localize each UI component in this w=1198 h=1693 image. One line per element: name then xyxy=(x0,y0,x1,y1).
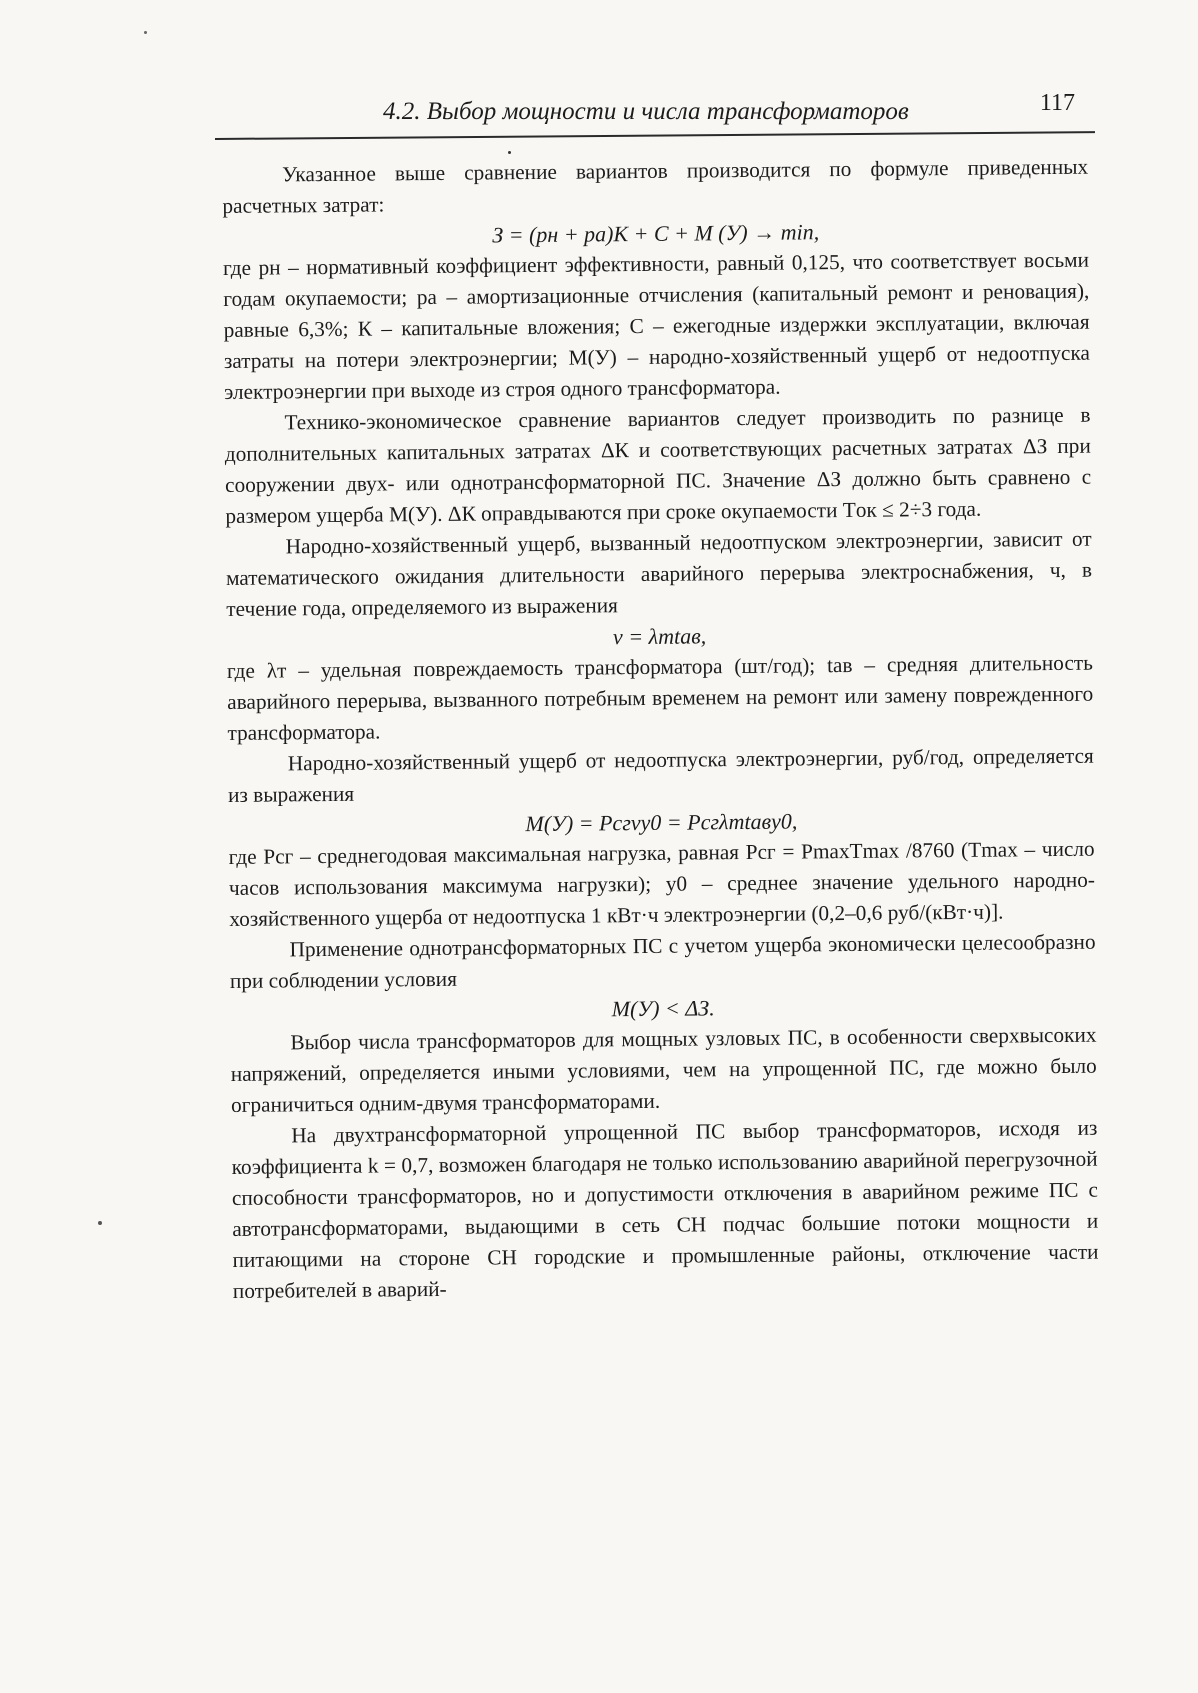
scan-speck xyxy=(508,151,511,154)
running-header xyxy=(215,82,1095,142)
formula-condition: М(У) < ΔЗ. xyxy=(611,995,715,1022)
page-number: 117 xyxy=(1039,90,1075,116)
header-rule xyxy=(215,131,1095,140)
formula-total-costs: З = (pн + pа)К + С + М (У) → min, xyxy=(492,219,820,248)
scan-speck xyxy=(98,1221,102,1225)
paragraph-5: где λт – удельная повреждаемость трансформатора (шт/год); tав – средняя длительность аварийного перерыва, вызванного потребным временем на ремонт или замену поврежденного трансформатора. xyxy=(226,650,1094,745)
paragraph-6: Народно-хозяйственный ущерб от недоотпуска электроэнергии, руб/год, определяется из выражения xyxy=(227,743,1094,807)
paragraph-2: где pн – нормативный коэффициент эффективности, равный 0,125, что соответствует восьми годам окупаемости; pа – амортизационные отчисления (капитальный ремонт и реновация), равные 6,3%; К – капитальные вложения; С – ежегодные издержки эксплуатации, включая затраты на потери электроэнергии; М(У) – народно-хозяйственный ущерб от недоотпуска электроэнергии при выходе из строя одного трансформатора. xyxy=(222,247,1091,404)
paragraph-3: Технико-экономическое сравнение вариантов следует производить по разнице в дополнительных капитальных затратах ΔК и соответствующих расчетных затратах ΔЗ при сооружении двух- или однотрансформаторной ПС. Значение ΔЗ должно быть сравнено с размером ущерба М(У). ΔК оправдываются при сроке окупаемости Tок ≤ 2÷3 года. xyxy=(224,402,1092,528)
body-text xyxy=(222,152,1099,1307)
header-title: 4.2. Выбор мощности и числа трансформаторов xyxy=(383,98,909,125)
paragraph-4: Народно-хозяйственный ущерб, вызванный недоотпуском электроэнергии, зависит от математического ожидания длительности аварийного перерыва электроснабжения, ч, в течение года, определяемого из выражения xyxy=(225,526,1093,621)
formula-damage: М(У) = Pсгνy0 = Pсгλтtавy0, xyxy=(525,808,798,837)
formula-outage-duration: ν = λтtав, xyxy=(612,623,707,650)
paragraph-1: Указанное выше сравнение вариантов производится по формуле приведенных расчетных затрат: xyxy=(222,154,1089,218)
paragraph-7: где Pсг – среднегодовая максимальная нагрузка, равная Pсг = PmaxTmax /8760 (Tmax – число часов использования максимума нагрузки); y0 – среднее значение удельного народно-хозяйственного ущерба от недоотпуска 1 кВт·ч электроэнергии (0,2–0,6 руб/(кВт·ч)]. xyxy=(228,836,1096,931)
paragraph-10: На двухтрансформаторной упрощенной ПС выбор трансформаторов, исходя из коэффициента k = 0,7, возможен благодаря не только использованию аварийной перегрузочной способности трансформаторов, но и допустимости отключения в аварийном режиме ПС с автотрансформаторами, выдающими в сеть СН подчас большие потоки мощности и питающими на стороне СН городские и промышленные районы, отключение части потребителей в аварий- xyxy=(231,1115,1099,1303)
paragraph-8: Применение однотрансформаторных ПС с учетом ущерба экономически целесообразно при соблюдении условия xyxy=(229,929,1096,993)
scan-speck xyxy=(144,31,147,34)
paragraph-9: Выбор числа трансформаторов для мощных узловых ПС, в особенности сверхвысоких напряжений, определяется иными условиями, чем на упрощенной ПС, где можно было ограничиться одним-двумя трансформаторами. xyxy=(230,1022,1097,1117)
